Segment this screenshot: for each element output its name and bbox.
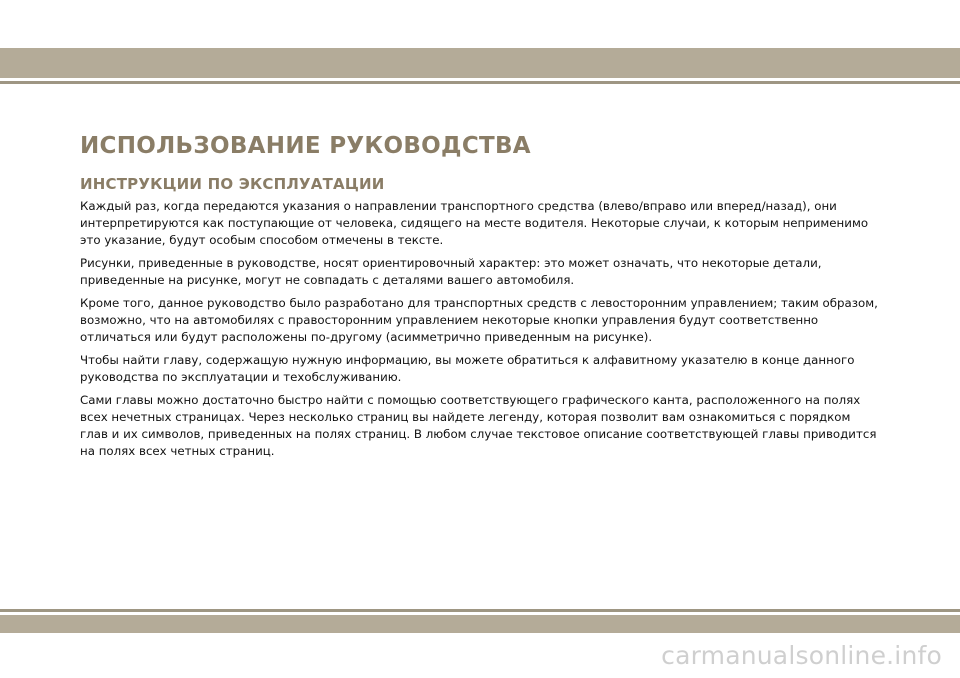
section-title: ИНСТРУКЦИИ ПО ЭКСПЛУАТАЦИИ: [80, 175, 385, 193]
watermark-text: carmanualsonline.info: [661, 641, 942, 670]
paragraph-5: Сами главы можно достаточно быстро найти с помощью соответствующего графического канта, расположенного на полях всех нечетных страницах. Через несколько страниц вы найдете легенду, которая позволит вам ознакомиться с порядком глав и их символов, приведенных на полях страниц. В любом случае текстовое описание соответствующей главы приводится на полях всех четных страниц.: [80, 393, 877, 458]
paragraph-2: Рисунки, приведенные в руководстве, носят ориентировочный характер: это может означать, что некоторые детали, приведенные на рисунке, могут не совпадать с деталями вашего автомобиля.: [80, 256, 822, 287]
footer-rule: [0, 609, 960, 612]
header-rule: [0, 81, 960, 84]
page-content: [80, 132, 880, 466]
footer-band: [0, 615, 960, 633]
paragraph-4: Чтобы найти главу, содержащую нужную информацию, вы можете обратиться к алфавитному указателю в конце данного руководства по эксплуатации и техобслуживанию.: [80, 353, 855, 384]
paragraph-1: Каждый раз, когда передаются указания о направлении транспортного средства (влево/вправо или вперед/назад), они интерпретируются как поступающие от человека, сидящего на месте водителя. Некоторые случаи, к которым неприменимо это указание, будут особым способом отмечены в тексте.: [80, 199, 869, 247]
page-title: ИСПОЛЬЗОВАНИЕ РУКОВОДСТВА: [80, 133, 531, 159]
header-band: [0, 48, 960, 78]
paragraph-3: Кроме того, данное руководство было разработано для транспортных средств с левосторонним управлением; таким образом, возможно, что на автомобилях с правосторонним управлением некоторые кнопки управления будут соответственно отличаться или будут расположены по-другому (асимметрично приведенным на рисунке).: [80, 296, 878, 344]
